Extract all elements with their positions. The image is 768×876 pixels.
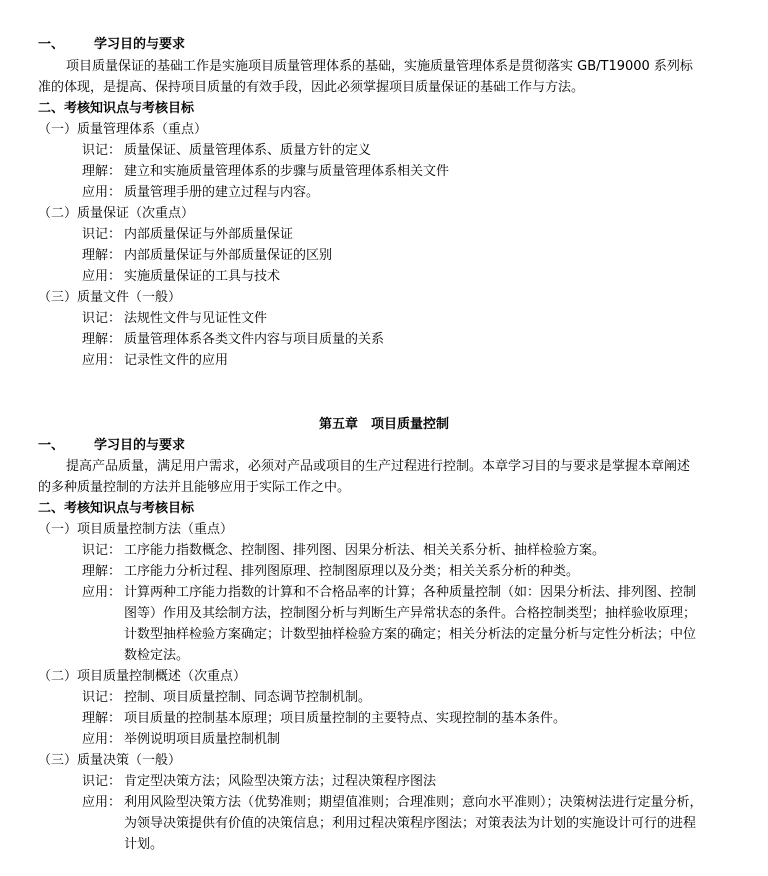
subsection-title: （二）质量保证（次重点） xyxy=(38,206,195,221)
item-text: 利用风险型决策方法（优势准则；期望值准则；合理准则；意向水平准则）；决策树法进行定量分析， xyxy=(124,795,703,810)
item-label: 理解： xyxy=(82,248,122,263)
list-item xyxy=(82,329,384,350)
item-text-continued: 图等）作用及其绘制方法，控制图分析与判断生产异常状态的条件。合格控制类型；抽样验收原理； xyxy=(124,606,697,621)
list-item xyxy=(82,161,449,182)
heading-number: 一、 xyxy=(38,37,65,52)
item-label: 识记： xyxy=(82,690,122,705)
item-label: 应用： xyxy=(82,585,122,600)
item-text-continued: 计划。 xyxy=(124,837,164,852)
item-label: 应用： xyxy=(82,185,122,200)
list-item xyxy=(82,708,566,729)
paragraph-line: 的多种质量控制的方法并且能够应用于实际工作之中。 xyxy=(38,480,351,495)
heading-text: 学习目的与要求 xyxy=(94,438,186,453)
item-text: 项目质量的控制基本原理；项目质量控制的主要特点、实现控制的基本条件。 xyxy=(124,711,567,726)
item-label: 应用： xyxy=(82,353,122,368)
item-text-continued: 计数型抽样检验方案确定；计数型抽样检验方案的确定；相关分析法的定量分析与定性分析法；中位 xyxy=(124,627,697,642)
item-text: 质量保证、质量管理体系、质量方针的定义 xyxy=(124,143,372,158)
list-item xyxy=(82,540,605,561)
item-label: 理解： xyxy=(82,711,122,726)
list-item xyxy=(82,771,436,792)
item-text: 建立和实施质量管理体系的步骤与质量管理体系相关文件 xyxy=(124,164,450,179)
list-item xyxy=(82,224,293,245)
heading-number: 一、 xyxy=(38,438,65,453)
subsection-title: （一）质量管理体系（重点） xyxy=(38,122,208,137)
item-label: 识记： xyxy=(82,311,122,326)
section-heading-goals xyxy=(38,435,185,456)
item-label: 应用： xyxy=(82,269,122,284)
list-item xyxy=(82,266,280,287)
heading-text: 学习目的与要求 xyxy=(94,37,186,52)
item-label: 应用： xyxy=(82,795,122,810)
section-heading-goals xyxy=(38,34,185,55)
list-item xyxy=(82,792,703,813)
item-text: 工序能力指数概念、控制图、排列图、因果分析法、相关关系分析、抽样检验方案。 xyxy=(124,543,606,558)
item-label: 理解： xyxy=(82,164,122,179)
item-text-continued: 为领导决策提供有价值的决策信息；利用过程决策程序图法；对策表法为计划的实施设计可行的进程 xyxy=(124,816,697,831)
item-text-continued: 数检定法。 xyxy=(124,648,190,663)
item-label: 识记： xyxy=(82,543,122,558)
item-label: 理解： xyxy=(82,564,122,579)
paragraph-line: 项目质量保证的基础工作是实施项目质量管理体系的基础，实施质量管理体系是贯彻落实 GB/T19000 系列标 xyxy=(66,59,693,74)
item-label: 理解： xyxy=(82,332,122,347)
item-text: 举例说明项目质量控制机制 xyxy=(124,732,281,747)
item-text: 质量管理体系各类文件内容与项目质量的关系 xyxy=(124,332,385,347)
list-item xyxy=(82,182,319,203)
list-item xyxy=(82,350,228,371)
item-label: 识记： xyxy=(82,227,122,242)
item-text: 实施质量保证的工具与技术 xyxy=(124,269,281,284)
item-text: 工序能力分析过程、排列图原理、控制图原理以及分类；相关关系分析的种类。 xyxy=(124,564,580,579)
list-item xyxy=(82,561,579,582)
list-item xyxy=(82,245,332,266)
section-heading-knowledge: 二、考核知识点与考核目标 xyxy=(38,501,195,516)
item-text: 法规性文件与见证性文件 xyxy=(124,311,268,326)
item-text: 肯定型决策方法；风险型决策方法；过程决策程序图法 xyxy=(124,774,437,789)
item-text: 内部质量保证与外部质量保证的区别 xyxy=(124,248,333,263)
list-item xyxy=(82,308,267,329)
list-item xyxy=(82,729,280,750)
item-text: 计算两种工序能力指数的计算和不合格品率的计算；各种质量控制（如：因果分析法、排列图、控制 xyxy=(124,585,697,600)
section-heading-knowledge: 二、考核知识点与考核目标 xyxy=(38,101,195,116)
subsection-title: （二）项目质量控制概述（次重点） xyxy=(38,669,247,684)
list-item xyxy=(82,582,696,603)
subsection-title: （三）质量文件（一般） xyxy=(38,290,182,305)
item-text: 质量管理手册的建立过程与内容。 xyxy=(124,185,320,200)
item-text: 内部质量保证与外部质量保证 xyxy=(124,227,294,242)
item-text: 控制、项目质量控制、同态调节控制机制。 xyxy=(124,690,372,705)
list-item xyxy=(82,140,371,161)
item-text: 记录性文件的应用 xyxy=(124,353,229,368)
chapter-title: 第五章 项目质量控制 xyxy=(318,417,449,432)
paragraph-line: 提高产品质量，满足用户需求，必须对产品或项目的生产过程进行控制。本章学习目的与要求是掌握本章阐述 xyxy=(66,459,691,474)
subsection-title: （三）质量决策（一般） xyxy=(38,753,182,768)
item-label: 识记： xyxy=(82,774,122,789)
subsection-title: （一）项目质量控制方法（重点） xyxy=(38,522,234,537)
paragraph-line: 准的体现，是提高、保持项目质量的有效手段，因此必须掌握项目质量保证的基础工作与方法。 xyxy=(38,80,585,95)
item-label: 应用： xyxy=(82,732,122,747)
list-item xyxy=(82,687,371,708)
item-label: 识记： xyxy=(82,143,122,158)
